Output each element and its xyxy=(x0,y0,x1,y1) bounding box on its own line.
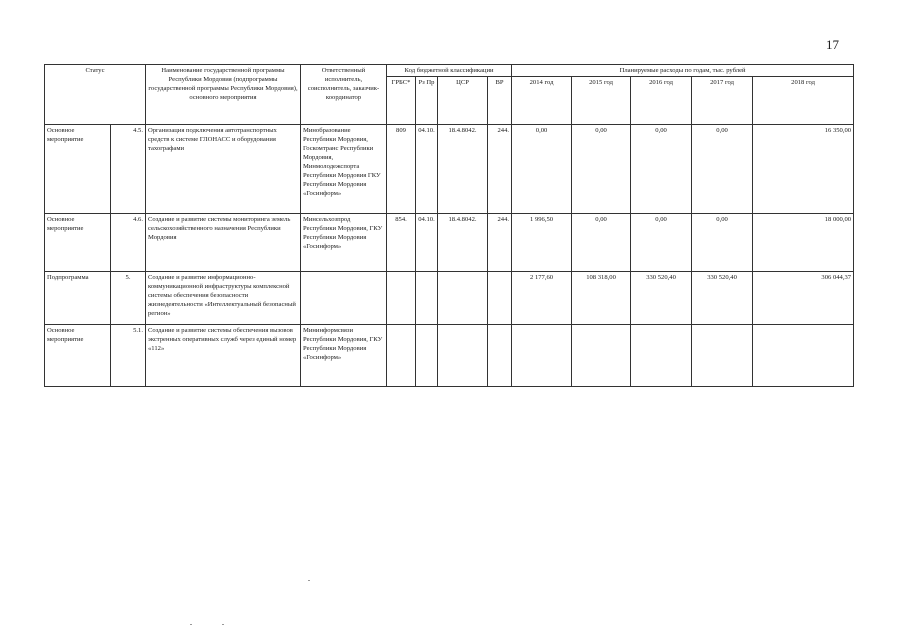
row-value-2018: 16 350,00 xyxy=(753,125,854,214)
row-vr: 244. xyxy=(488,125,512,214)
header-year-2017: 2017 год xyxy=(692,77,753,125)
row-grbs xyxy=(387,272,416,325)
scan-speck xyxy=(222,624,224,625)
row-value-2014 xyxy=(512,325,572,387)
table-row xyxy=(45,325,854,387)
header-rz: Рз Пр xyxy=(416,77,438,125)
row-vr xyxy=(488,325,512,387)
table-row xyxy=(45,272,854,325)
row-csr: 18.4.8042. xyxy=(438,214,488,272)
scan-speck xyxy=(190,624,192,625)
row-value-2015: 0,00 xyxy=(572,125,631,214)
row-rz xyxy=(416,272,438,325)
row-value-2016 xyxy=(631,325,692,387)
row-status: Основное мероприятие xyxy=(45,325,111,387)
row-name: Создание и развитие системы мониторинга земель сельскохозяйственного назначения Республики Мордовия xyxy=(146,214,301,272)
row-value-2015: 0,00 xyxy=(572,214,631,272)
row-status: Подпрограмма xyxy=(45,272,111,325)
row-name: Создание и развитие системы обеспечения вызовов экстренных оперативных служб через единый номер «112» xyxy=(146,325,301,387)
header-year-2016: 2016 год xyxy=(631,77,692,125)
header-year-2014: 2014 год xyxy=(512,77,572,125)
row-number: 4.6. xyxy=(111,214,146,272)
header-vr: ВР xyxy=(488,77,512,125)
row-value-2014: 1 996,50 xyxy=(512,214,572,272)
row-responsible: Мининформсвязи Республики Мордовия, ГКУ Республики Мордовия «Госинформ» xyxy=(301,325,387,387)
row-responsible: Минобразование Республики Мордовия, Госкомтранс Республики Мордовия, Минмолодежспорта Республики Мордовия ГКУ Республики Мордовия «Госинформ» xyxy=(301,125,387,214)
row-value-2014: 2 177,60 xyxy=(512,272,572,325)
header-year-2015: 2015 год xyxy=(572,77,631,125)
page-number: 17 xyxy=(826,37,839,52)
row-value-2018: 18 000,00 xyxy=(753,214,854,272)
header-responsible: Ответственный исполнитель, соисполнитель, заказчик-координатор xyxy=(301,65,387,125)
header-grbs: ГРБС* xyxy=(387,77,416,125)
row-rz xyxy=(416,325,438,387)
row-value-2014: 0,00 xyxy=(512,125,572,214)
row-value-2015 xyxy=(572,325,631,387)
header-planned: Планируемые расходы по годам, тыс. рублей xyxy=(512,65,854,77)
row-value-2016: 0,00 xyxy=(631,214,692,272)
budget-table xyxy=(44,64,854,387)
header-budget-code: Код бюджетной классификации xyxy=(387,65,512,77)
header-name: Наименование государственной программы Республики Мордовия (подпрограммы государственной программы Республики Мордовия), основного мероприятия xyxy=(146,65,301,125)
row-responsible xyxy=(301,272,387,325)
table-row xyxy=(45,125,854,214)
row-status: Основное мероприятие xyxy=(45,214,111,272)
row-vr xyxy=(488,272,512,325)
row-status: Основное мероприятие xyxy=(45,125,111,214)
row-value-2017: 0,00 xyxy=(692,214,753,272)
row-number: 5.1. xyxy=(111,325,146,387)
row-csr xyxy=(438,272,488,325)
row-value-2017: 330 520,40 xyxy=(692,272,753,325)
row-grbs: 854. xyxy=(387,214,416,272)
row-value-2016: 0,00 xyxy=(631,125,692,214)
row-value-2017: 0,00 xyxy=(692,125,753,214)
row-rz: 04.10. xyxy=(416,214,438,272)
row-value-2018 xyxy=(753,325,854,387)
row-grbs xyxy=(387,325,416,387)
row-vr: 244. xyxy=(488,214,512,272)
scan-speck xyxy=(308,580,310,581)
row-csr xyxy=(438,325,488,387)
row-grbs: 809 xyxy=(387,125,416,214)
row-value-2018: 306 044,37 xyxy=(753,272,854,325)
row-responsible: Минсельхозпрод Республики Мордовия, ГКУ Республики Мордовия «Госинформ» xyxy=(301,214,387,272)
header-csr: ЦСР xyxy=(438,77,488,125)
header-year-2018: 2018 год xyxy=(753,77,854,125)
table-row xyxy=(45,214,854,272)
row-value-2017 xyxy=(692,325,753,387)
header-row-1 xyxy=(45,65,854,77)
row-number: 4.5. xyxy=(111,125,146,214)
row-number: 5. xyxy=(111,272,146,325)
row-rz: 04.10. xyxy=(416,125,438,214)
row-name: Создание и развитие информационно-коммуникационной инфраструктуры комплексной системы обеспечения безопасности жизнедеятельности «Интеллектуальный безопасный регион» xyxy=(146,272,301,325)
row-csr: 18.4.8042. xyxy=(438,125,488,214)
row-value-2015: 108 318,00 xyxy=(572,272,631,325)
row-value-2016: 330 520,40 xyxy=(631,272,692,325)
row-name: Организация подключения автотранспортных средств к системе ГЛОНАСС и оборудования тахографами xyxy=(146,125,301,214)
header-status: Статус xyxy=(45,65,146,125)
